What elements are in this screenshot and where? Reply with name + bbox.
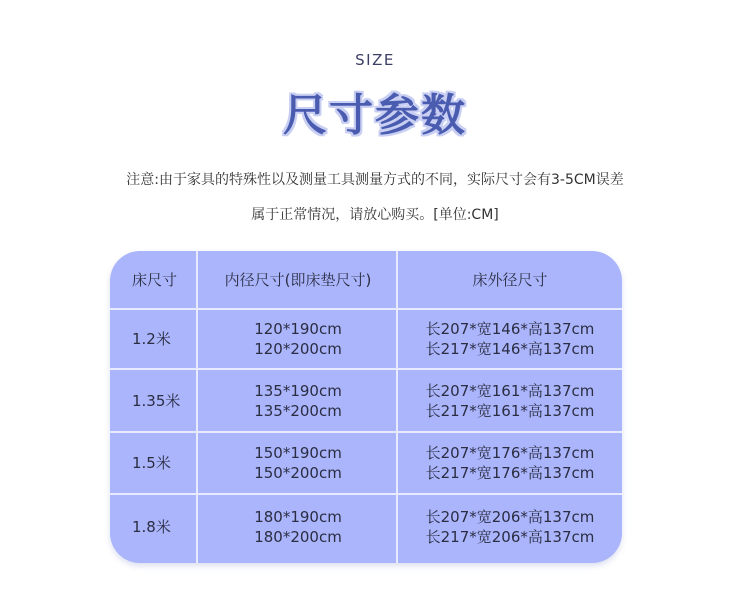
table-row-2-outer (400, 370, 620, 431)
table-row-3-outer (400, 433, 620, 493)
table-row-2-bed-size: 1.35米 (132, 391, 181, 410)
table-row-2-inner (200, 370, 396, 431)
table-row-1-inner (200, 310, 396, 368)
size-table (110, 251, 622, 563)
note-line-2: 属于正常情况，请放心购买。[单位:CM] (251, 207, 499, 223)
note-line-1: 注意:由于家具的特殊性以及测量工具测量方式的不同，实际尺寸会有3-5CM误差 (126, 172, 624, 188)
outer-size-value: 长217*宽161*高137cm (425, 401, 595, 420)
inner-size-value: 120*200cm (254, 340, 342, 358)
column-header-bed-size: 床尺寸 (132, 270, 178, 289)
inner-size-value: 150*190cm (254, 444, 342, 462)
column-header-outer-size: 床外径尺寸 (472, 270, 548, 289)
inner-size-value: 120*190cm (254, 320, 342, 338)
table-row-4-outer (400, 495, 620, 559)
size-label: SIZE (355, 51, 395, 69)
inner-size-value: 135*190cm (254, 381, 342, 400)
table-row-1-bed-size: 1.2米 (132, 330, 171, 348)
outer-size-value: 长217*宽146*高137cm (425, 340, 595, 358)
inner-size-value: 180*200cm (254, 528, 342, 546)
column-header-inner-size: 内径尺寸(即床垫尺寸) (224, 270, 372, 289)
column-divider (396, 251, 398, 563)
table-row-1-outer (400, 310, 620, 368)
inner-size-value: 150*200cm (254, 464, 342, 482)
outer-size-value: 长207*宽161*高137cm (425, 381, 595, 400)
inner-size-value: 180*190cm (254, 508, 342, 526)
column-divider (196, 251, 198, 563)
inner-size-value: 135*200cm (254, 401, 342, 420)
table-row-3-bed-size: 1.5米 (132, 454, 171, 472)
table-row-4-bed-size: 1.8米 (132, 518, 171, 536)
table-row-3-inner (200, 433, 396, 493)
page-title: 尺寸参数 (283, 90, 467, 141)
outer-size-value: 长207*宽206*高137cm (425, 508, 595, 526)
outer-size-value: 长207*宽146*高137cm (425, 320, 595, 338)
outer-size-value: 长207*宽176*高137cm (425, 444, 595, 462)
table-row-4-inner (200, 495, 396, 559)
outer-size-value: 长217*宽176*高137cm (425, 464, 595, 482)
outer-size-value: 长217*宽206*高137cm (425, 528, 595, 546)
